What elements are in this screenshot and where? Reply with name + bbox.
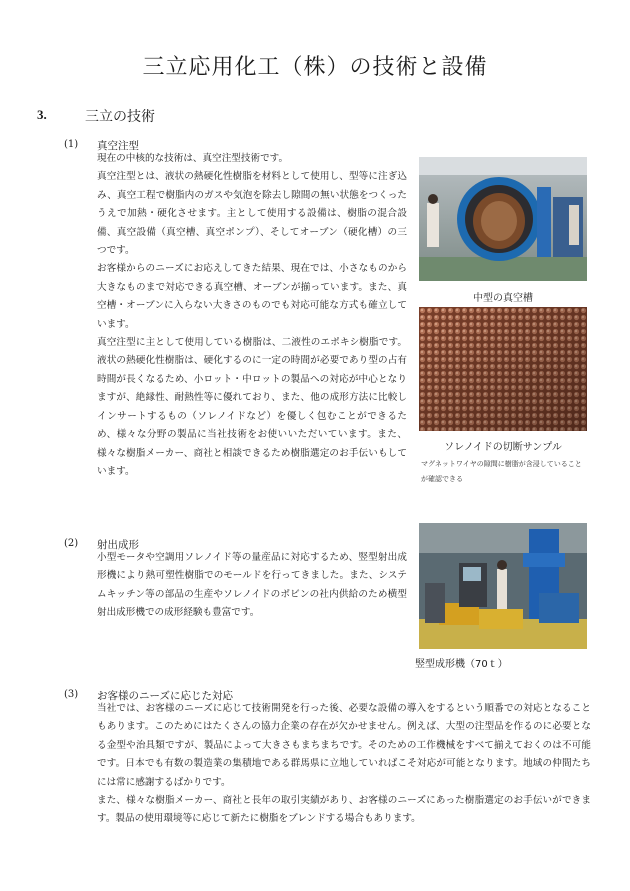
sub3-number: (3) <box>64 689 79 700</box>
vacuum-chamber-photo <box>419 157 587 281</box>
section-title: 三立の技術 <box>85 109 155 125</box>
page-title: 三立応用化工（株）の技術と設備 <box>142 55 488 80</box>
sub3-body <box>97 700 591 829</box>
molding-machine-caption: 竪型成形機（70ｔ） <box>415 659 508 670</box>
sub3-paragraph: また、様々な樹脂メーカー、商社と長年の取引実績があり、お客様のニーズにあった樹脂選定のお手伝いができます。製品の使用環境等に応じて新たに樹脂をブレンドする場合もあります。 <box>97 795 591 825</box>
molding-machine-image <box>419 523 587 649</box>
vacuum-chamber-image <box>419 157 587 281</box>
solenoid-sample-note: マグネットワイヤの隙間に樹脂が含浸していることが確認できる <box>421 460 582 483</box>
sub1-body <box>97 150 407 481</box>
sub1-paragraph: 現在の中核的な技術は、真空注型技術です。 <box>97 153 289 164</box>
sub2-body <box>97 549 407 623</box>
solenoid-sample-image <box>419 307 587 431</box>
sub1-paragraph: 真空注型に主として使用している樹脂は、二液性のエポキシ樹脂です。液状の熱硬化性樹脂は、硬化するのに一定の時間が必要であり型の占有時間が長くなるため、小ロット・中ロットの製品への対応が中心となりますが、絶縁性、耐熱性等に優れており、また、他の成形方法に比較しインサートするもの（ソレノイドなど）を優しく包むことができるため、様々な分野の製品に当社技術をお使いいただいています。また、様々な樹脂メーカー、商社と相談できるため樹脂選定のお手伝いもしています。 <box>97 337 407 477</box>
sub1-number: (1) <box>64 139 79 150</box>
solenoid-sample-caption: ソレノイドの切断サンプル <box>444 442 562 453</box>
sub2-paragraph: 小型モータや空調用ソレノイド等の量産品に対応するため、竪型射出成形機により熱可塑性樹脂でのモールドを行ってきました。また、システムキッチン等の部品の生産やソレノイドのボビンの社内供給のため横型射出成形機での成形経験も豊富です。 <box>97 552 407 619</box>
molding-machine-photo <box>419 523 587 649</box>
section-number: 3. <box>37 107 47 122</box>
sub3-paragraph: 当社では、お客様のニーズに応じて技術開発を行った後、必要な設備の導入をするという順番での対応となることもあります。このためにはたくさんの協力企業の存在が欠かせません。例えば、大型の注型品を作るのに必要となる金型や治具類ですが、製品によって大きさもまちまちです。そのための工作機械をすべて揃えておくのは不可能です。日本でも有数の製造業の集積地である群馬県に立地していればこそ対応が可能となります。地域の仲間たちには常に感謝するばかりです。 <box>97 703 591 788</box>
solenoid-sample-photo <box>419 307 587 431</box>
sub1-paragraph: 真空注型とは、液状の熱硬化性樹脂を材料として使用し、型等に注ぎ込み、真空工程で樹脂内のガスや気泡を除去し隙間の無い状態をつくったうえで加熱・硬化させます。主として使用する設備は、樹脂の混合設備、真空設備（真空槽、真空ポンプ）、そしてオーブン（硬化槽）の三つです。 <box>97 171 407 257</box>
sub1-paragraph: お客様からのニーズにお応えしてきた結果、現在では、小さなものから大きなものまで対応できる真空槽、オーブンが揃っています。また、真空槽・オーブンに入らない大きさのものでも対応可能な方式も確立しています。 <box>97 263 407 330</box>
sub3-title: お客様のニーズに応じた対応 <box>97 690 233 702</box>
sub2-number: (2) <box>64 538 79 549</box>
sub1-title: 真空注型 <box>97 140 139 152</box>
vacuum-chamber-caption: 中型の真空槽 <box>473 293 533 304</box>
sub2-title: 射出成形 <box>97 539 139 551</box>
